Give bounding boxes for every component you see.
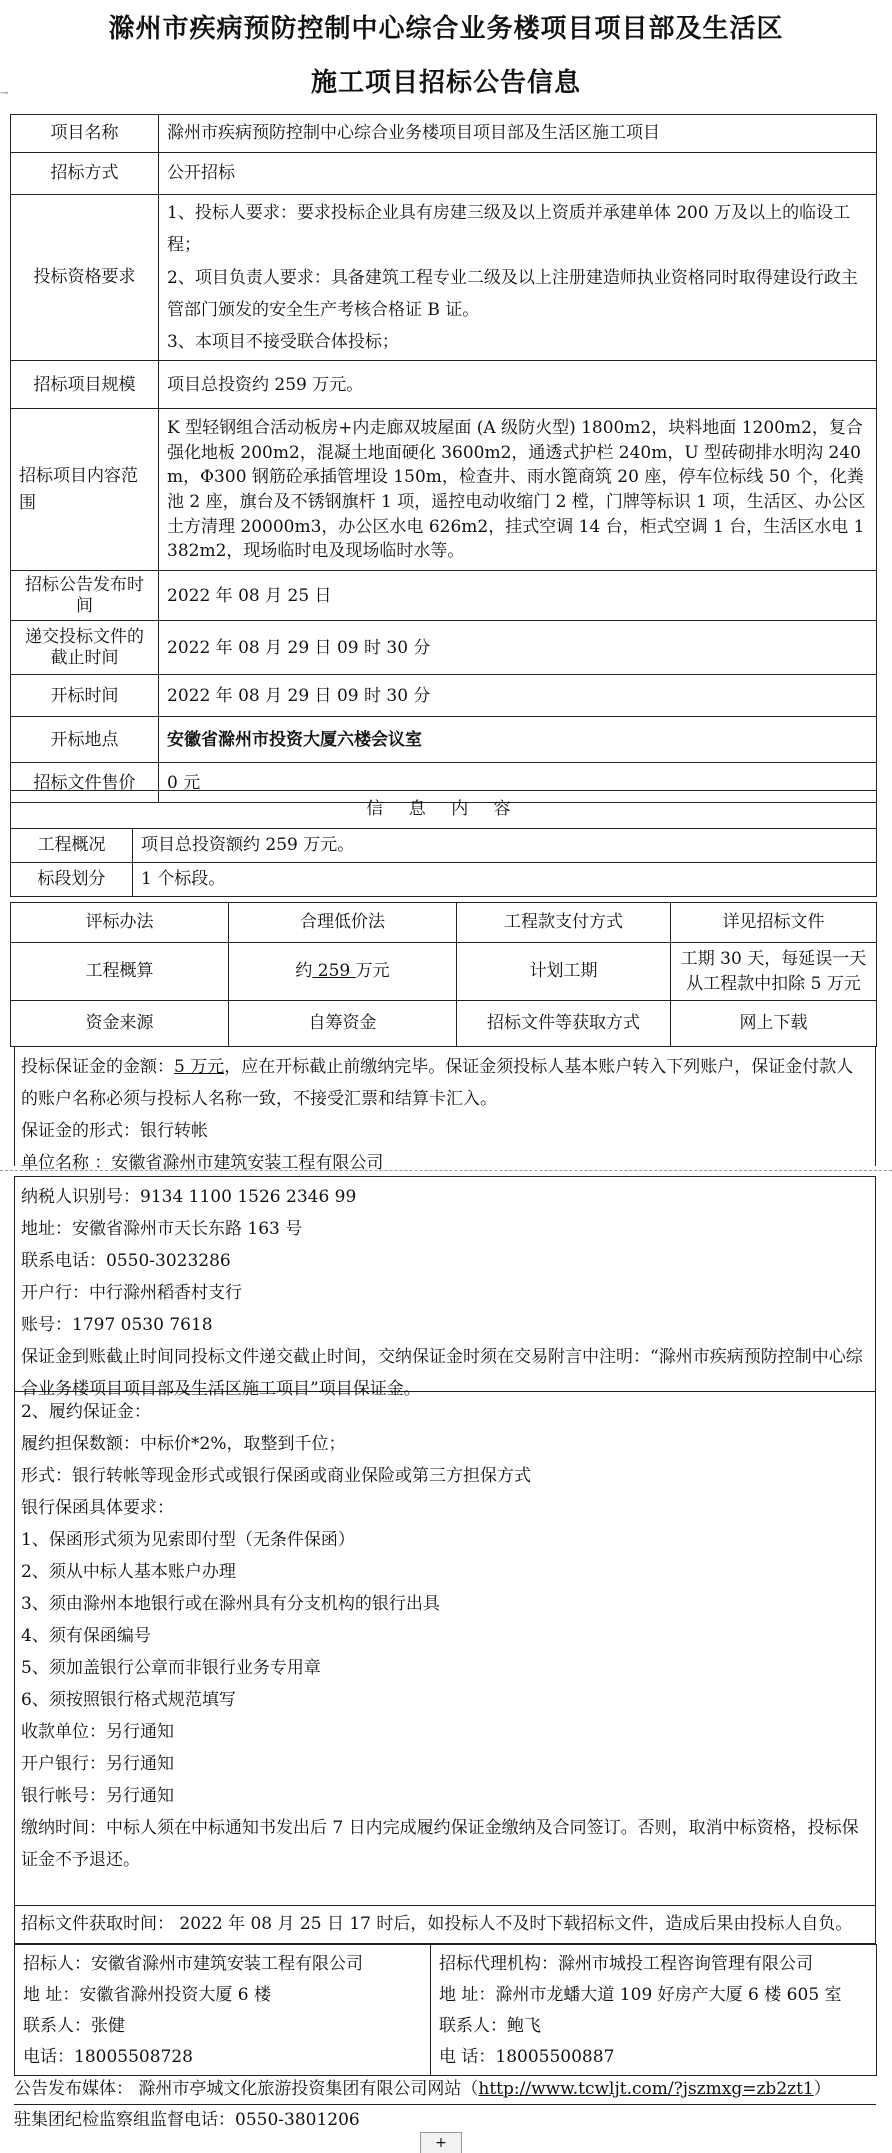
schedule-label: 计划工期 bbox=[457, 943, 671, 1001]
scale-label: 招标项目规模 bbox=[11, 361, 159, 409]
doc-access-label: 招标文件等获取方式 bbox=[457, 1001, 671, 1047]
schedule-value: 工期 30 天，每延误一天从工程款中扣除 5 万元 bbox=[671, 943, 877, 1001]
doc-price-value: 0 元 bbox=[159, 763, 877, 803]
performance-line: 银行帐号：另行通知 bbox=[21, 1786, 174, 1806]
open-place-label: 开标地点 bbox=[11, 717, 159, 763]
performance-line: 履约担保数额：中标价*2%，取整到千位； bbox=[21, 1434, 346, 1454]
agent-cell bbox=[431, 1945, 877, 2076]
budget-suffix: 万元 bbox=[355, 961, 390, 982]
budget-amount: 259 bbox=[312, 961, 356, 982]
open-time-value: 2022 年 08 月 29 日 09 时 30 分 bbox=[159, 675, 877, 717]
tenderer-contact: 联系人：张健 bbox=[23, 2016, 125, 2036]
performance-line: 收款单位：另行通知 bbox=[21, 1722, 174, 1742]
page-title-line2: 施工项目招标公告信息 bbox=[310, 68, 581, 98]
account-number-text: 账号：1797 0530 7618 bbox=[21, 1315, 213, 1335]
media-line bbox=[14, 2074, 876, 2105]
publish-time-label: 招标公告发布时间 bbox=[11, 571, 159, 621]
performance-line: 形式：银行转帐等现金形式或银行保函或商业保险或第三方担保方式 bbox=[21, 1466, 531, 1486]
lots-label: 标段划分 bbox=[11, 863, 133, 897]
tenderer-name: 招标人：安徽省滁州市建筑安装工程有限公司 bbox=[23, 1954, 363, 1974]
performance-line: 2、履约保证金： bbox=[21, 1402, 151, 1422]
scope-value: K 型轻钢组合活动板房+内走廊双坡屋面 (A 级防火型) 1800m2，块料地面 1200m2，复合强化地板 200m2，混凝土地面硬化 3600m2，通透式护栏 240m，U 型砖砌排水明沟 240m，Φ300 钢筋砼承插管埋设 150m，检查井、雨水篦商筑 20 座，停车位标线 50 个，化粪池 2 座，旗台及不锈钢旗杆 1 项，遥控电动收缩门 2 樘，门牌等标识 1 项，生活区、办公区土方清理 20000m3，办公区水电 626m2，挂式空调 14 台，柜式空调 1 台，生活区水电 1382m2，现场临时电及现场临时水等。 bbox=[159, 409, 877, 571]
qualification-item: 1、投标人要求：要求投标企业具有房建三级及以上资质并承建单体 200 万及以上的临设工程； bbox=[167, 203, 851, 256]
supervision-line: 驻集团纪检监察组监督电话：0550-3801206 bbox=[14, 2110, 360, 2130]
bid-info-table bbox=[10, 114, 877, 803]
deposit-amount-value: 5 万元 bbox=[174, 1057, 225, 1077]
doc-access-value: 网上下载 bbox=[671, 1001, 877, 1047]
performance-line: 银行保函具体要求： bbox=[21, 1498, 174, 1518]
agent-phone: 电 话：18005500887 bbox=[439, 2047, 615, 2067]
account-bank-text: 开户行：中行滁州稻香村支行 bbox=[21, 1283, 242, 1303]
deposit-form-text: 保证金的形式：银行转帐 bbox=[21, 1121, 208, 1141]
deposit-block bbox=[14, 1046, 876, 1173]
budget-label: 工程概算 bbox=[11, 943, 229, 1001]
lots-value: 1 个标段。 bbox=[133, 863, 877, 897]
agent-address: 地 址：滁州市龙蟠大道 109 好房产大厦 6 楼 605 室 bbox=[439, 1985, 842, 2005]
info-heading: 信 息 内 容 bbox=[11, 791, 877, 829]
open-place-value: 安徽省滁州市投资大厦六楼会议室 bbox=[159, 717, 877, 763]
eval-method-value: 合理低价法 bbox=[229, 903, 457, 943]
qualification-value bbox=[159, 195, 877, 361]
left-edge-arrow-icon: → bbox=[0, 88, 9, 99]
performance-line: 5、须加盖银行公章而非银行业务专用章 bbox=[21, 1658, 321, 1678]
contacts-table bbox=[14, 1944, 877, 2076]
fund-source-value: 自筹资金 bbox=[229, 1001, 457, 1047]
media-link[interactable]: http://www.tcwljt.com/?jszmxg=zb2zt1 bbox=[478, 2079, 814, 2099]
overview-value: 项目总投资额约 259 万元。 bbox=[133, 829, 877, 863]
eval-method-label: 评标办法 bbox=[11, 903, 229, 943]
project-name-value: 滁州市疾病预防控制中心综合业务楼项目项目部及生活区施工项目 bbox=[159, 115, 877, 153]
add-tab-icon[interactable]: + bbox=[420, 2132, 462, 2153]
tenderer-cell bbox=[15, 1945, 431, 2076]
scale-value: 项目总投资约 259 万元。 bbox=[159, 361, 877, 409]
qualification-item: 2、项目负责人要求：具备建筑工程专业二级及以上注册建造师执业资格同时取得建设行政主管部门颁发的安全生产考核合格证 B 证。 bbox=[167, 267, 858, 320]
deposit-account-block bbox=[14, 1176, 876, 1399]
deposit-amount-text bbox=[21, 1051, 869, 1115]
bid-method-value: 公开招标 bbox=[159, 153, 877, 195]
media-prefix: 公告发布媒体： 滁州市亭城文化旅游投资集团有限公司网站（ bbox=[14, 2079, 479, 2099]
agent-name: 招标代理机构：滁州市城投工程咨询管理有限公司 bbox=[439, 1954, 813, 1974]
account-phone-text: 联系电话：0550-3023286 bbox=[21, 1251, 231, 1271]
deadline-label: 递交投标文件的截止时间 bbox=[11, 621, 159, 675]
doc-time-text: 招标文件获取时间： 2022 年 08 月 25 日 17 时后，如投标人不及时下载招标文件，造成后果由投标人自负。 bbox=[21, 1914, 853, 1934]
bid-method-label: 招标方式 bbox=[11, 153, 159, 195]
tax-id-text: 纳税人识别号：9134 1100 1526 2346 99 bbox=[21, 1187, 357, 1207]
tenderer-address: 地 址：安徽省滁州投资大厦 6 楼 bbox=[23, 1985, 272, 2005]
performance-block bbox=[14, 1392, 876, 1906]
fund-source-label: 资金来源 bbox=[11, 1001, 229, 1047]
overview-label: 工程概况 bbox=[11, 829, 133, 863]
budget-prefix: 约 bbox=[295, 961, 313, 982]
publish-time-value: 2022 年 08 月 25 日 bbox=[159, 571, 877, 621]
payment-label: 工程款支付方式 bbox=[457, 903, 671, 943]
media-suffix: ） bbox=[813, 2079, 831, 2099]
info-overview-table bbox=[10, 790, 877, 897]
agent-contact: 联系人：鲍飞 bbox=[439, 2016, 541, 2036]
tenderer-phone: 电话：18005508728 bbox=[23, 2047, 193, 2067]
performance-line: 开户银行：另行通知 bbox=[21, 1754, 174, 1774]
deposit-note-text: 保证金到账截止时间同投标文件递交截止时间，交纳保证金时须在交易附言中注明：“滁州市疾病预防控制中心综合业务楼项目项目部及生活区施工项目”项目保证金。 bbox=[21, 1347, 863, 1399]
deposit-unit-text: 单位名称 ：安徽省滁州市建筑安装工程有限公司 bbox=[21, 1153, 384, 1173]
doc-time-block bbox=[14, 1906, 876, 1944]
performance-line: 2、须从中标人基本账户办理 bbox=[21, 1562, 236, 1582]
deadline-value: 2022 年 08 月 29 日 09 时 30 分 bbox=[159, 621, 877, 675]
account-address-text: 地址：安徽省滁州市天长东路 163 号 bbox=[21, 1219, 303, 1239]
scope-label: 招标项目内容范围 bbox=[11, 409, 159, 571]
info-detail-table bbox=[10, 902, 877, 1047]
project-name-label: 项目名称 bbox=[11, 115, 159, 153]
page-title-line1: 滁州市疾病预防控制中心综合业务楼项目项目部及生活区 bbox=[108, 14, 784, 44]
performance-line: 缴纳时间：中标人须在中标通知书发出后 7 日内完成履约保证金缴纳及合同签订。否则，取消中标资格，投标保证金不予退还。 bbox=[21, 1818, 859, 1870]
payment-value: 详见招标文件 bbox=[671, 903, 877, 943]
performance-line: 6、须按照银行格式规范填写 bbox=[21, 1690, 236, 1710]
qualification-label: 投标资格要求 bbox=[11, 195, 159, 361]
open-time-label: 开标时间 bbox=[11, 675, 159, 717]
deposit-amount-prefix: 投标保证金的金额： bbox=[21, 1057, 174, 1077]
deposit-amount-rest: ，应在开标截止前缴纳完毕。保证金须投标人基本账户转入下列账户，保证金付款人的账户名称必须与投标人名称一致，不接受汇票和结算卡汇入。 bbox=[21, 1057, 854, 1109]
page-break-line bbox=[0, 1170, 892, 1171]
qualification-item: 3、本项目不接受联合体投标； bbox=[167, 332, 399, 353]
performance-line: 1、保函形式须为见索即付型（无条件保函） bbox=[21, 1530, 355, 1550]
performance-line: 3、须由滁州本地银行或在滁州具有分支机构的银行出具 bbox=[21, 1594, 440, 1614]
performance-line: 4、须有保函编号 bbox=[21, 1626, 151, 1646]
doc-price-label: 招标文件售价 bbox=[11, 763, 159, 803]
budget-value bbox=[229, 943, 457, 1001]
